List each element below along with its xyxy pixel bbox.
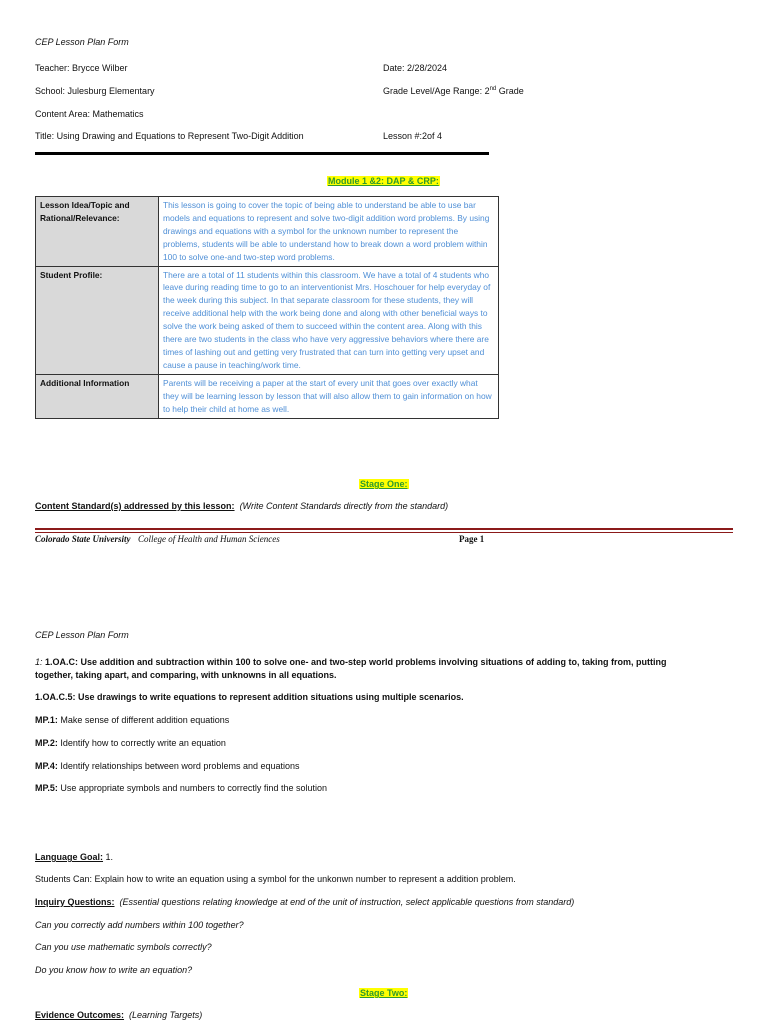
page-footer: Colorado State University College of Health and Human Sciences bbox=[35, 534, 280, 544]
row-value: This lesson is going to cover the topic of being able to understand be able to use bar models and equations to represent and solve two-digit addition word problems. By using drawings and equations with a symbol for the unknown number to represent the problems, students will be able to understand how to break down a word problem within 100 to solve one-and two-step word problems. bbox=[159, 197, 499, 267]
row-label: Lesson Idea/Topic and Rational/Relevance: bbox=[36, 197, 159, 267]
content-area-field: Content Area: Mathematics bbox=[35, 109, 144, 119]
table-row bbox=[36, 197, 499, 267]
mp-item: MP.4: Identify relationships between word problems and equations bbox=[35, 761, 300, 771]
inquiry-question: Do you know how to write an equation? bbox=[35, 965, 193, 975]
module-heading: Module 1 &2: DAP & CRP: bbox=[328, 176, 439, 186]
mp-item: MP.1: Make sense of different addition equations bbox=[35, 715, 230, 725]
students-can: Students Can: Explain how to write an equation using a symbol for the unkonwn number to represent a addition problem. bbox=[35, 874, 516, 884]
mp-item: MP.2: Identify how to correctly write an equation bbox=[35, 738, 226, 748]
row-label: Student Profile: bbox=[36, 266, 159, 374]
stage-two-heading: Stage Two: bbox=[360, 988, 408, 998]
school-field: School: Julesburg Elementary bbox=[35, 86, 155, 96]
footer-rule-thin bbox=[35, 532, 733, 533]
form-title-page2: CEP Lesson Plan Form bbox=[35, 630, 129, 640]
row-value: There are a total of 11 students within this classroom. We have a total of 4 students who leave during reading time to go to an interventionist Mrs. Hoschouer for help everyday of the week during this subject. In that separate classroom for these students, they will receive additional help with the work being done and along with other beneficial ways to solve the work being asked of them to succeed within the content area. Along with this there are two students in the class who have very aggressive behaviors where there are times of lashing out and getting very frustrated that can turn into getting very upset and cause a pause in teaching/work time. bbox=[159, 266, 499, 374]
form-title: CEP Lesson Plan Form bbox=[35, 37, 129, 47]
language-goal: Language Goal: 1. bbox=[35, 852, 114, 862]
row-value: Parents will be receiving a paper at the start of every unit that goes over exactly what they will be learning lesson by lesson that will also allow them to gain information on how to help their child at home as well. bbox=[159, 374, 499, 418]
inquiry-question: Can you use mathematic symbols correctly? bbox=[35, 942, 212, 952]
table-row bbox=[36, 374, 499, 418]
page-number: Page 1 bbox=[459, 534, 485, 544]
table-row bbox=[36, 266, 499, 374]
teacher-field: Teacher: Brycce Wilber bbox=[35, 63, 128, 73]
date-field: Date: 2/28/2024 bbox=[383, 63, 448, 73]
standard-2: 1.OA.C.5: Use drawings to write equations to represent addition situations using multiple scenarios. bbox=[35, 692, 464, 702]
lesson-number-field: Lesson #:2of 4 bbox=[383, 131, 443, 141]
evidence-outcomes: Evidence Outcomes: (Learning Targets) bbox=[35, 1010, 203, 1020]
content-standards-line: Content Standard(s) addressed by this lesson: (Write Content Standards directly from the standard) bbox=[35, 501, 449, 511]
header-divider bbox=[35, 152, 489, 155]
inquiry-questions-heading: Inquiry Questions: (Essential questions relating knowledge at end of the unit of instruction, select applicable questions from standard) bbox=[35, 897, 575, 907]
stage-one-heading: Stage One: bbox=[360, 479, 408, 489]
lesson-info-table bbox=[35, 196, 499, 419]
inquiry-question: Can you correctly add numbers within 100 together? bbox=[35, 920, 244, 930]
footer-rule bbox=[35, 528, 733, 530]
mp-item: MP.5: Use appropriate symbols and numbers to correctly find the solution bbox=[35, 783, 327, 793]
row-label: Additional Information bbox=[36, 374, 159, 418]
standard-1: 1: 1.OA.C: Use addition and subtraction within 100 to solve one- and two-step world problems involving situations of adding to, taking from, putting together, taking apart, and comparing, with unknowns in all equations. bbox=[35, 657, 667, 680]
grade-field: Grade Level/Age Range: 2nd Grade bbox=[383, 86, 524, 96]
lesson-title-field: Title: Using Drawing and Equations to Represent Two-Digit Addition bbox=[35, 131, 304, 141]
